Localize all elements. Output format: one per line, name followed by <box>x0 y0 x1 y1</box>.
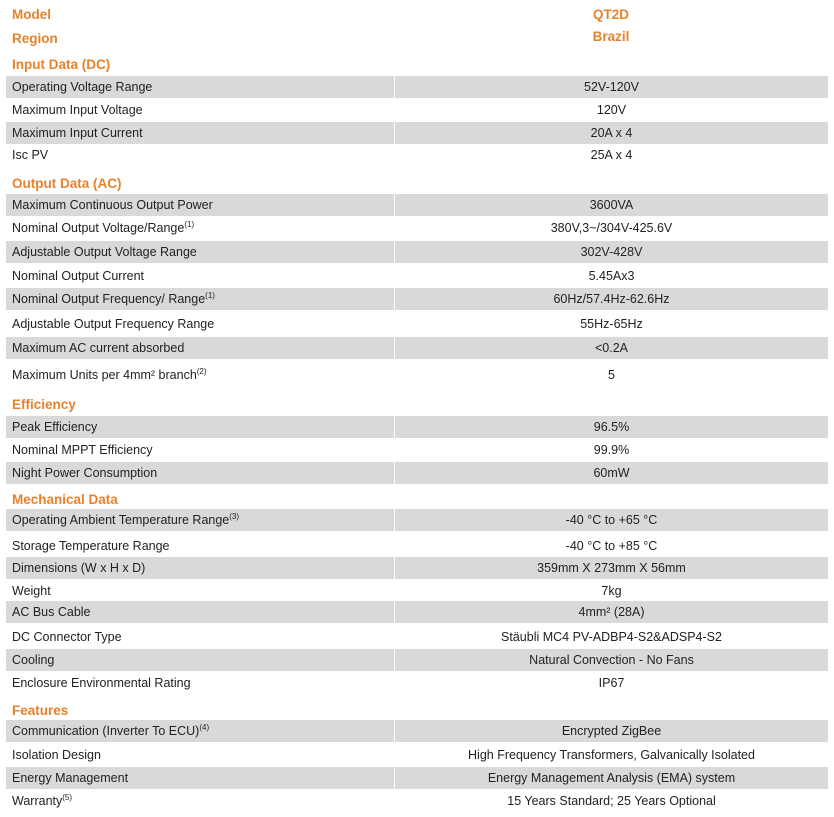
spec-value: 96.5% <box>394 416 828 438</box>
spec-label-text: Maximum Units per 4mm² branch <box>12 368 197 382</box>
spec-label-text: Maximum Continuous Output Power <box>12 198 213 212</box>
footnote-marker: (4) <box>199 722 210 732</box>
spec-label <box>6 466 394 480</box>
spec-label-text: Dimensions (W x H x D) <box>12 561 146 575</box>
spec-row <box>6 439 828 461</box>
spec-label-text: Night Power Consumption <box>12 466 158 480</box>
spec-value: 99.9% <box>394 439 828 461</box>
spec-row <box>6 265 828 287</box>
spec-label-text: Maximum AC current absorbed <box>12 341 185 355</box>
spec-row <box>6 337 828 359</box>
spec-row <box>6 144 828 166</box>
spec-label <box>6 771 394 785</box>
spec-value: Natural Convection - No Fans <box>394 649 828 671</box>
spec-label-text: AC Bus Cable <box>12 605 91 619</box>
spec-label-text: Communication (Inverter To ECU) <box>12 724 200 738</box>
spec-value: -40 °C to +85 °C <box>394 535 828 557</box>
section-title: Efficiency <box>12 397 76 412</box>
spec-label <box>6 341 394 355</box>
spec-label <box>6 126 394 140</box>
spec-value: 60Hz/57.4Hz-62.6Hz <box>394 288 828 310</box>
spec-row <box>6 649 828 671</box>
spec-label <box>6 748 394 762</box>
footnote-marker: (1) <box>205 290 215 300</box>
spec-label <box>6 794 394 808</box>
spec-label <box>6 584 394 598</box>
spec-row <box>6 767 828 789</box>
spec-label-text: Adjustable Output Frequency Range <box>12 317 215 331</box>
spec-label-text: Operating Voltage Range <box>12 80 153 94</box>
region-value: Brazil <box>592 29 630 44</box>
spec-label-text: Operating Ambient Temperature Range <box>12 513 230 527</box>
spec-label <box>6 198 394 212</box>
footnote-marker: (1) <box>184 219 195 229</box>
spec-value: Energy Management Analysis (EMA) system <box>394 767 828 789</box>
spec-label-text: DC Connector Type <box>12 630 122 644</box>
model-value: QT2D <box>592 7 629 22</box>
spec-row <box>6 194 828 216</box>
spec-row <box>6 744 828 766</box>
spec-value: 380V,3~/304V-425.6V <box>394 217 828 239</box>
spec-label-text: Nominal Output Current <box>12 269 145 283</box>
spec-label <box>6 513 394 527</box>
spec-label-text: Cooling <box>12 653 55 667</box>
footnote-marker: (5) <box>62 792 73 802</box>
spec-value: 3600VA <box>394 194 828 216</box>
spec-row <box>6 557 828 579</box>
spec-label <box>6 653 394 667</box>
footnote-marker: (3) <box>229 511 240 521</box>
spec-label <box>6 605 394 619</box>
spec-label <box>6 148 394 162</box>
spec-value: 359mm X 273mm X 56mm <box>394 557 828 579</box>
spec-label-text: Enclosure Environmental Rating <box>12 676 191 690</box>
spec-label <box>6 561 394 575</box>
spec-value: -40 °C to +65 °C <box>394 509 828 531</box>
spec-value: 5 <box>394 364 828 386</box>
spec-row <box>6 601 828 623</box>
spec-value: Encrypted ZigBee <box>394 720 828 742</box>
spec-label <box>6 103 394 117</box>
spec-row <box>6 416 828 438</box>
spec-row <box>6 626 828 648</box>
spec-label-text: Energy Management <box>12 771 129 785</box>
spec-row <box>6 535 828 557</box>
spec-value: High Frequency Transformers, Galvanically Isolated <box>394 744 828 766</box>
section-title: Mechanical Data <box>12 492 118 507</box>
spec-label <box>6 80 394 94</box>
spec-value: 4mm² (28A) <box>394 601 828 623</box>
spec-label <box>6 221 394 235</box>
spec-label <box>6 368 394 382</box>
spec-value: 55Hz-65Hz <box>394 313 828 335</box>
spec-value: 25A x 4 <box>394 144 828 166</box>
spec-label-text: Isolation Design <box>12 748 101 762</box>
spec-label-text: Maximum Input Voltage <box>12 103 143 117</box>
spec-label-text: Adjustable Output Voltage Range <box>12 245 197 259</box>
spec-label <box>6 724 394 738</box>
spec-row <box>6 288 828 310</box>
spec-label-text: Maximum Input Current <box>12 126 143 140</box>
spec-value: 52V-120V <box>394 76 828 98</box>
spec-label <box>6 630 394 644</box>
footnote-marker: (2) <box>196 366 207 376</box>
spec-value: 20A x 4 <box>394 122 828 144</box>
spec-label-text: Nominal MPPT Efficiency <box>12 443 153 457</box>
spec-label <box>6 676 394 690</box>
section-title: Input Data (DC) <box>12 57 111 72</box>
spec-label-text: Nominal Output Voltage/Range <box>12 221 185 235</box>
spec-label-text: Storage Temperature Range <box>12 539 170 553</box>
section-title: Output Data (AC) <box>12 176 122 191</box>
spec-row <box>6 241 828 263</box>
spec-label-text: Peak Efficiency <box>12 420 98 434</box>
spec-row <box>6 122 828 144</box>
spec-label-text: Warranty <box>12 794 63 808</box>
spec-label <box>6 420 394 434</box>
spec-value: 15 Years Standard; 25 Years Optional <box>394 790 828 812</box>
spec-row <box>6 313 828 335</box>
spec-value: IP67 <box>394 672 828 694</box>
spec-value: Stäubli MC4 PV-ADBP4-S2&ADSP4-S2 <box>394 626 828 648</box>
spec-label <box>6 539 394 553</box>
spec-value: <0.2A <box>394 337 828 359</box>
spec-label-text: Nominal Output Frequency/ Range <box>12 292 206 306</box>
spec-row <box>6 364 828 386</box>
spec-row <box>6 217 828 239</box>
section-title: Features <box>12 703 69 718</box>
spec-row <box>6 790 828 812</box>
spec-label <box>6 292 394 306</box>
spec-label <box>6 269 394 283</box>
spec-value: 60mW <box>394 462 828 484</box>
region-label: Region <box>12 31 58 46</box>
spec-label <box>6 245 394 259</box>
spec-label <box>6 317 394 331</box>
spec-row <box>6 76 828 98</box>
spec-value: 5.45Ax3 <box>394 265 828 287</box>
model-label: Model <box>12 7 51 22</box>
spec-value: 302V-428V <box>394 241 828 263</box>
spec-row <box>6 580 828 602</box>
spec-value: 120V <box>394 99 828 121</box>
spec-row <box>6 462 828 484</box>
spec-row <box>6 99 828 121</box>
spec-value: 7kg <box>394 580 828 602</box>
spec-label-text: Weight <box>12 584 51 598</box>
spec-label-text: Isc PV <box>12 148 49 162</box>
spec-row <box>6 720 828 742</box>
spec-row <box>6 672 828 694</box>
spec-row <box>6 509 828 531</box>
spec-label <box>6 443 394 457</box>
